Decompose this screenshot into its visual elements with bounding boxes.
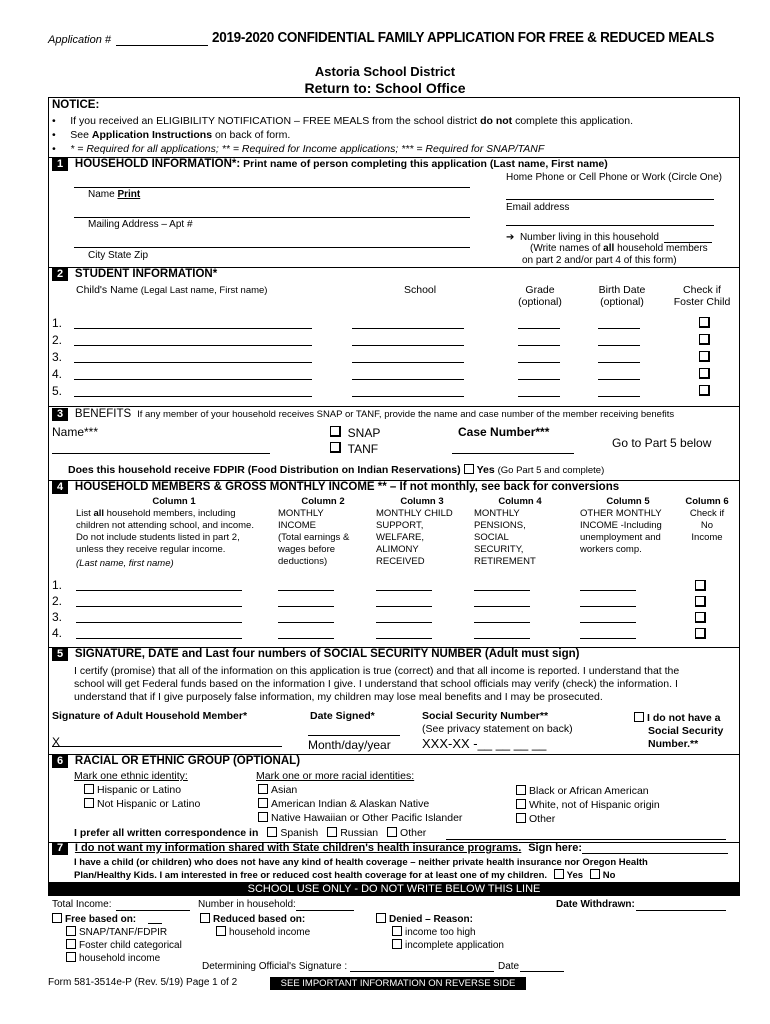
email-label: Email address [506,202,570,213]
denied-checkbox[interactable] [376,913,386,923]
total-income-field[interactable] [116,899,190,911]
phone-field[interactable] [506,186,714,200]
c3-header-line: RECEIVED [376,556,425,567]
student-birthdate-field[interactable] [598,384,640,397]
email-field[interactable] [506,214,714,226]
health-yes-checkbox[interactable] [554,869,564,879]
denied-reason-option[interactable]: income too high [392,926,504,939]
pension-field[interactable] [474,594,530,607]
name-label: Name Print [88,189,141,200]
case-number-label: Case Number*** [458,425,550,439]
race-label: Mark one or more racial identities: [256,770,415,782]
child-name-header: Child's Name (Legal Last name, First name) [76,284,268,296]
student-name-field[interactable] [74,333,312,346]
number-living-label: ➔ Number living in this household [506,232,659,243]
household-member-name-field[interactable] [76,610,242,623]
student-birthdate-field[interactable] [598,367,640,380]
c5-header-line: workers comp. [580,544,642,555]
goto-part-5: Go to Part 5 below [612,436,712,450]
aian-checkbox[interactable] [258,798,268,808]
phone-label: Home Phone or Cell Phone or Work (Circle One) [506,172,723,183]
c3-header-line: MONTHLY CHILD [376,508,453,519]
section-1-header: 1 HOUSEHOLD INFORMATION*: Print name of person completing this application (Last name, First name) [52,158,608,171]
student-birthdate-field[interactable] [598,350,640,363]
household-member-name-field[interactable] [76,578,242,591]
race-black-option[interactable]: Black or African American [516,785,649,797]
section-7-signature-field[interactable] [582,843,728,854]
student-birthdate-field[interactable] [598,316,640,329]
russian-checkbox[interactable] [327,827,337,837]
column-6-header: Column 6 Check if No Income [682,496,732,544]
monthly-income-field[interactable] [278,610,334,623]
child-support-field[interactable] [376,578,432,591]
city-state-zip-field[interactable] [74,234,470,248]
date-signed-field[interactable] [308,724,400,736]
free-basis-option[interactable]: Foster child categorical [66,939,182,952]
section-6-header: 6 RACIAL OR ETHNIC GROUP (OPTIONAL) [52,755,300,768]
reduced-checkbox[interactable] [200,913,210,923]
grade-header: Grade (optional) [518,284,562,308]
c5-header-line: INCOME -Including [580,520,662,531]
monthly-income-field[interactable] [278,626,334,639]
household-row-number: 3. [52,610,63,624]
free-basis-checkbox[interactable] [66,926,76,936]
application-number-field[interactable] [116,34,208,46]
official-signature-label: Determining Official's Signature : [202,961,348,972]
other-income-field[interactable] [580,610,636,623]
c2-header-line: wages before [278,544,336,555]
free-basis-checkbox[interactable] [66,952,76,962]
pension-field[interactable] [474,626,530,639]
reduced-based-on: Reduced based on: household income [200,913,310,939]
column-4-header: Column 4 MONTHLY PENSIONS, SOCIAL SECURITY, RETIREMENT [474,496,566,568]
ssn-privacy-note: (See privacy statement on back) [422,723,573,735]
household-row-number: 4. [52,626,63,640]
ethnic-label: Mark one ethnic identity: [74,770,188,782]
foster-checkbox[interactable] [699,385,710,396]
student-school-field[interactable] [352,367,464,380]
denied-reason-option[interactable]: incomplete application [392,939,504,952]
ethnic-not-hispanic-option[interactable]: Not Hispanic or Latino [84,798,200,810]
school-header: School [404,284,437,296]
student-row-number: 1. [52,316,63,330]
c4-header-line: SOCIAL [474,532,509,543]
race-aian-option[interactable]: American Indian & Alaskan Native [258,798,429,810]
corr-other-checkbox[interactable] [387,827,397,837]
student-row-number: 5. [52,384,63,398]
no-income-checkbox[interactable] [695,580,706,591]
household-row-number: 2. [52,594,63,608]
tanf-option[interactable]: TANF [330,442,378,456]
application-number-label: Application # [48,34,111,46]
student-name-field[interactable] [74,316,312,329]
foster-checkbox[interactable] [699,317,710,328]
no-ssn-option[interactable]: I do not have a Social Security Number.** [634,712,723,751]
student-row-number: 3. [52,350,63,364]
c6-header-line: No [700,520,714,531]
case-number-field[interactable] [452,440,574,454]
denied-reason-checkbox[interactable] [392,939,402,949]
section-2-header: 2 STUDENT INFORMATION* [52,268,217,281]
c3-header-line: ALIMONY [376,544,419,555]
signature-field[interactable] [52,732,282,747]
student-grade-field[interactable] [518,384,560,397]
write-names-note-1: (Write names of all household members [530,243,708,254]
nhpi-checkbox[interactable] [258,812,268,822]
race-other-option[interactable]: Other [516,813,555,825]
free-basis-option[interactable]: SNAP/TANF/FDPIR [66,926,182,939]
notice-heading: NOTICE: [52,99,100,111]
no-income-checkbox[interactable] [695,612,706,623]
snap-checkbox[interactable] [330,426,341,437]
section-3-header: 3 BENEFITS If any member of your household receives SNAP or TANF, provide the name and case number of the member receiving benefits [52,408,674,421]
c5-header-line: OTHER MONTHLY [580,508,662,519]
fdpir-question: Does this household receive FDPIR (Food Distribution on Indian Reservations) Yes (Go Part 5 and complete) [68,464,605,476]
student-grade-field[interactable] [518,333,560,346]
column-3-header: Column 3 MONTHLY CHILD SUPPORT, WELFARE, ALIMONY RECEIVED [376,496,468,568]
c2-header-line: MONTHLY [278,508,324,519]
c4-header-line: MONTHLY [474,508,520,519]
total-income-label: Total Income: [52,899,112,910]
child-support-field[interactable] [376,594,432,607]
other-income-field[interactable] [580,626,636,639]
ssn-field[interactable]: XXX-XX -__ __ __ __ [422,736,547,751]
student-school-field[interactable] [352,350,464,363]
free-based-on: Free based on: SNAP/TANF/FDPIR Foster child categorical household income [52,913,182,965]
mailing-address-field[interactable] [74,204,470,218]
c4-header-line: PENSIONS, [474,520,526,531]
student-school-field[interactable] [352,384,464,397]
household-member-name-field[interactable] [76,626,242,639]
number-in-household-label: Number in household: [198,899,296,910]
not-hispanic-checkbox[interactable] [84,798,94,808]
free-based-on-field[interactable] [148,913,162,924]
section-7-header: 7 I do not want my information shared with State children's health insurance programs. Sign here: [52,842,582,855]
tanf-checkbox[interactable] [330,442,341,453]
c3-header-line: WELFARE, [376,532,425,543]
ethnic-hispanic-option[interactable]: Hispanic or Latino [84,784,181,796]
signature-x-mark: X [52,735,61,749]
no-income-checkbox[interactable] [695,628,706,639]
ssn-label: Social Security Number** [422,710,549,722]
child-support-field[interactable] [376,626,432,639]
official-date-label: Date [498,961,520,972]
notice-bullet-1: • If you received an ELIGIBILITY NOTIFICATION – FREE MEALS from the school district do not complete this application. [52,115,633,127]
denied-reason: Denied – Reason: income too high incomplete application [376,913,504,952]
race-asian-option[interactable]: Asian [258,784,297,796]
student-grade-field[interactable] [518,316,560,329]
correspondence-row: I prefer all written correspondence in Spanish Russian Other [74,827,427,839]
student-name-field[interactable] [74,350,312,363]
foster-header: Check if Foster Child [673,284,731,308]
foster-checkbox[interactable] [699,368,710,379]
denied-reason-checkbox[interactable] [392,926,402,936]
c6-header-line: Check if [689,508,725,519]
column-5-header: Column 5 OTHER MONTHLY INCOME -Including unemployment and workers comp. [580,496,676,556]
student-grade-field[interactable] [518,367,560,380]
official-date-field[interactable] [520,961,564,972]
c5-header-line: unemployment and [580,532,661,543]
student-grade-field[interactable] [518,350,560,363]
foster-checkbox[interactable] [699,351,710,362]
c6-header-line: Income [691,532,723,543]
section-4-header: 4 HOUSEHOLD MEMBERS & GROSS MONTHLY INCOME ** – If not monthly, see back for conversions [52,481,619,494]
race-nhpi-option[interactable]: Native Hawaiian or Other Pacific Islander [258,812,462,824]
c2-header-line: INCOME [278,520,316,531]
name-field[interactable] [74,174,470,188]
snap-option[interactable]: SNAP [330,426,380,440]
reduced-basis-option[interactable]: household income [216,926,310,939]
number-living-field[interactable] [664,232,712,243]
white-checkbox[interactable] [516,799,526,809]
pension-field[interactable] [474,610,530,623]
benefits-name-field[interactable] [52,440,270,454]
number-in-household-field[interactable] [296,899,354,911]
c4-header-line: RETIREMENT [474,556,536,567]
fdpir-yes-checkbox[interactable] [464,464,474,474]
benefits-name-label: Name*** [52,425,99,439]
race-other-checkbox[interactable] [516,813,526,823]
c2-header-line: deductions) [278,556,328,567]
student-name-field[interactable] [74,384,312,397]
column-2-header: Column 2 MONTHLY INCOME (Total earnings & wages before deductions) [278,496,368,568]
school-use-banner: SCHOOL USE ONLY - DO NOT WRITE BELOW THIS LINE [48,882,740,896]
no-ssn-checkbox[interactable] [634,712,644,722]
date-withdrawn-label: Date Withdrawn: [556,899,635,910]
free-basis-checkbox[interactable] [66,939,76,949]
foster-checkbox[interactable] [699,334,710,345]
other-income-field[interactable] [580,594,636,607]
certification-text: I certify (promise) that all of the information on this application is true (correct) and that all income is reported. I understand that the school will get Federal funds based on the information I give. I understand that school officials may verify (check) the information. I understand that if I give purposely false information, my children may lose meal benefits and I may be prosecuted. [74,665,680,703]
monthly-income-field[interactable] [278,594,334,607]
form-title: 2019-2020 CONFIDENTIAL FAMILY APPLICATION FOR FREE & REDUCED MEALS [212,30,715,46]
monthly-income-field[interactable] [278,578,334,591]
no-income-checkbox[interactable] [695,596,706,607]
corr-other-field[interactable] [446,829,726,840]
notice-bullet-3: • * = Required for all applications; ** = Required for Income applications; *** = Required for SNAP/TANF [52,143,545,155]
health-no-checkbox[interactable] [590,869,600,879]
hispanic-checkbox[interactable] [84,784,94,794]
reduced-basis-checkbox[interactable] [216,926,226,936]
return-to: Return to: School Office [304,80,466,96]
reverse-side-notice: SEE IMPORTANT INFORMATION ON REVERSE SIDE [270,977,526,990]
date-withdrawn-field[interactable] [636,899,726,911]
health-coverage-text: I have a child (or children) who does not have any kind of health coverage – neither private health insurance nor Oregon Health Plan/Healthy Kids. I am interested in free or reduced cost health coverage for at least one of my children. Yes No [74,857,648,881]
household-row-number: 1. [52,578,63,592]
form-number: Form 581-3514e-P (Rev. 5/19) Page 1 of 2 [48,977,238,988]
section-5-header: 5 SIGNATURE, DATE and Last four numbers of SOCIAL SECURITY NUMBER (Adult must sign) [52,648,579,661]
mailing-address-label: Mailing Address – Apt # [88,219,193,230]
column-1-header: Column 1 List all household members, including children not attending school, and income. Do not include students listed in part 2, unless they receive regular income. (Last name, first name) [76,496,254,569]
student-birthdate-field[interactable] [598,333,640,346]
free-basis-option[interactable]: household income [66,952,182,965]
student-school-field[interactable] [352,333,464,346]
birth-date-header: Birth Date (optional) [598,284,646,308]
pension-field[interactable] [474,578,530,591]
official-signature-field[interactable] [350,961,494,972]
date-format: Month/day/year [308,738,391,752]
other-income-field[interactable] [580,578,636,591]
black-checkbox[interactable] [516,785,526,795]
write-names-note-2: on part 2 and/or part 4 of this form) [522,255,677,266]
child-support-field[interactable] [376,610,432,623]
notice-bullet-2: • See Application Instructions on back of form. [52,129,291,141]
household-member-name-field[interactable] [76,594,242,607]
student-school-field[interactable] [352,316,464,329]
asian-checkbox[interactable] [258,784,268,794]
free-checkbox[interactable] [52,913,62,923]
arrow-right-icon: ➔ [506,232,515,243]
date-signed-label: Date Signed* [310,710,375,722]
spanish-checkbox[interactable] [267,827,277,837]
c2-header-line: (Total earnings & [278,532,350,543]
c4-header-line: SECURITY, [474,544,524,555]
c3-header-line: SUPPORT, [376,520,424,531]
student-row-number: 4. [52,367,63,381]
city-state-zip-label: City State Zip [88,250,149,261]
signature-label: Signature of Adult Household Member* [52,710,248,722]
district-name: Astoria School District [314,64,456,79]
student-name-field[interactable] [74,367,312,380]
race-white-option[interactable]: White, not of Hispanic origin [516,799,660,811]
student-row-number: 2. [52,333,63,347]
